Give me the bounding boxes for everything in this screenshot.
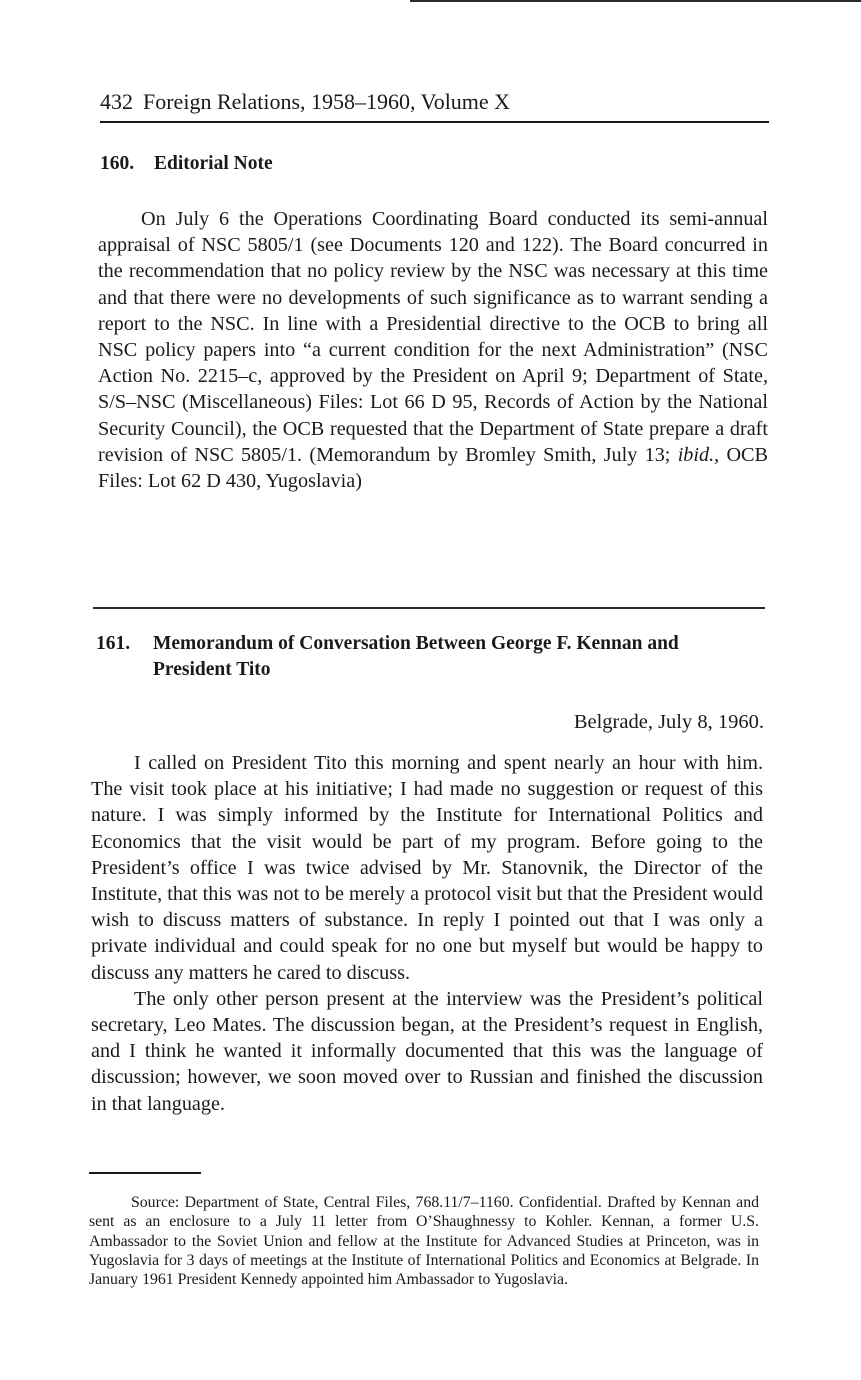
doc-161-paragraph-2: The only other person present at the interview was the President’s political secretary, Leo Mates. The discussion began, at the President’s request in English, and I think he wanted it informally documented that this was the language of discussion; however, we soon moved over to Russian and finished the discussion in that language.	[91, 987, 763, 1115]
doc-161-heading	[96, 631, 756, 683]
doc-160-paragraph-text: On July 6 the Operations Coordinating Board conducted its semi-annual appraisal of NSC 5805/1 (see Documents 120 and 122). The Board concurred in the recommendation that no policy review by the NSC was necessary at this time and that there were no developments of such significance as to warrant sending a report to the NSC. In line with a Presidential directive to the OCB to bring all NSC policy papers into “a current condition for the next Administration” (NSC Action No. 2215–c, approved by the President on April 9; Department of State, S/S–NSC (Miscellaneous) Files: Lot 66 D 95, Records of Action by the National Security Council), the OCB requested that the Department of State prepare a draft revision of NSC 5805/1. (Memorandum by Bromley Smith, July 13;	[98, 208, 768, 466]
volume-title: Foreign Relations, 1958–1960, Volume X	[143, 89, 511, 114]
doc-160-heading	[100, 151, 273, 177]
footnote-text: Source: Department of State, Central Files, 768.11/7–1160. Confidential. Drafted by Kennan and sent as an enclosure to a July 11 letter from O’Shaughnessy to Kohler. Kennan, a former U.S. Ambassador to the Soviet Union and fellow at the Institute for Advanced Studies at Princeton, was in Yugoslavia for 3 days of meetings at the Institute of International Politics and Economics at Belgrade. In January 1961 President Kennedy appointed him Ambassador to Yugoslavia.	[89, 1194, 759, 1289]
ibid-italic: ibid.,	[677, 443, 720, 466]
doc-161-body	[91, 750, 763, 1117]
doc-160-number: 160.	[100, 153, 135, 174]
footnote-rule	[89, 1172, 201, 1174]
page-number: 432	[100, 89, 133, 114]
doc-161-number: 161.	[96, 633, 131, 654]
top-page-border	[410, 0, 861, 2]
section-divider	[93, 607, 765, 609]
doc-161-paragraph-1: I called on President Tito this morning and spent nearly an hour with him. The visit took place at his initiative; I had made no suggestion or request of this nature. I was simply informed by the Institute for International Politics and Economics that the visit would be part of my program. Before going to the President’s office I was twice advised by Mr. Stanovnik, the Director of the Institute, that this was not to be merely a protocol visit but that the President would wish to discuss matters of substance. In reply I pointed out that I was only a private individual and could speak for no one but myself but would be happy to discuss any matters he cared to discuss.	[91, 752, 763, 984]
dateline: Belgrade, July 8, 1960.	[573, 711, 764, 733]
running-head	[100, 88, 510, 116]
header-rule	[100, 121, 769, 123]
doc-160-paragraph-end: OCB Files: Lot 62 D 430, Yugoslavia)	[98, 443, 768, 493]
doc-160-title: Editorial Note	[154, 153, 273, 174]
doc-161-title: Memorandum of Conversation Between George F. Kennan and President Tito	[153, 633, 679, 680]
doc-160-paragraph	[98, 206, 768, 494]
doc-160-body	[98, 206, 768, 494]
source-footnote	[89, 1193, 759, 1289]
